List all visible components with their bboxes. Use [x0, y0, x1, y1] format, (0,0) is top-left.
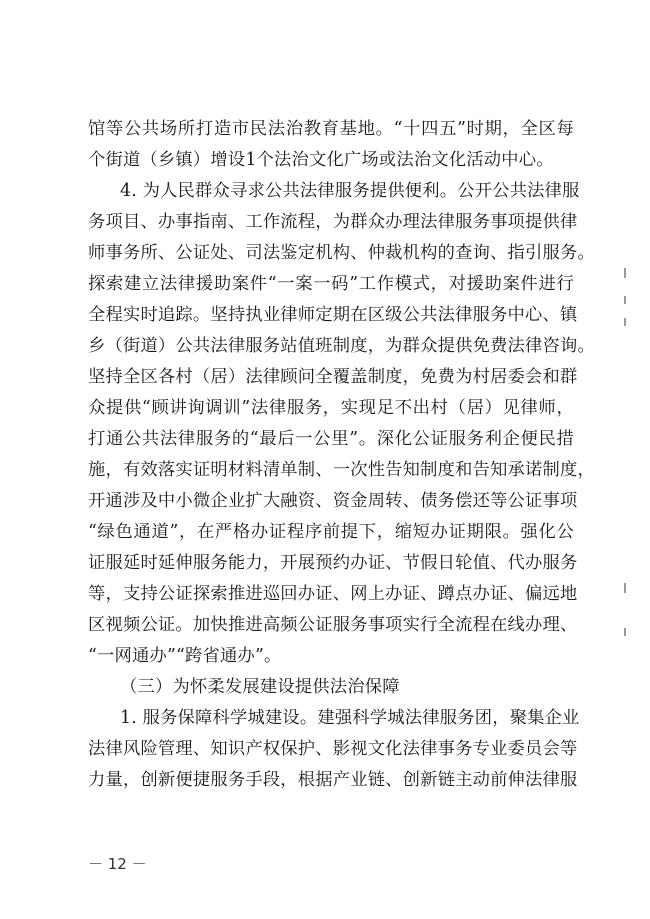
- scan-margin-mark: [624, 318, 626, 326]
- paragraph-start-line: 4. 为人民群众寻求公共法律服务提供便利。公开公共法律服: [120, 181, 580, 201]
- text-line: 探索建立法律援助案件“一案一码”工作模式，对援助案件进行: [88, 274, 574, 294]
- text-line: “一网通办”“跨省通办”。: [88, 646, 282, 666]
- page-number: － 12 －: [88, 855, 147, 873]
- text-line: 个街道（乡镇）增设1个法治文化广场或法治文化活动中心。: [88, 150, 554, 170]
- text-line: 馆等公共场所打造市民法治教育基地。“十四五”时期，全区每: [88, 119, 574, 139]
- paragraph-start-line: 1. 服务保障科学城建设。建强科学城法律服务团，聚集企业: [120, 708, 580, 728]
- text-line: 务项目、办事指南、工作流程，为群众办理法律服务事项提供律: [88, 212, 578, 232]
- text-line: 区视频公证。加快推进高频公证服务事项实行全流程在线办理、: [88, 615, 578, 635]
- text-line: 乡（街道）公共法律服务站值班制度，为群众提供免费法律咨询。: [88, 336, 595, 356]
- section-heading: （三）为怀柔发展建设提供法治保障: [120, 677, 400, 697]
- text-line: 法律风险管理、知识产权保护、影视文化法律事务专业委员会等: [88, 739, 578, 759]
- text-line: “绿色通道”，在严格办证程序前提下，缩短办证期限。强化公: [88, 522, 574, 542]
- text-line: 等，支持公证探索推进巡回办证、网上办证、蹲点办证、偏远地: [88, 584, 578, 604]
- text-line: 师事务所、公证处、司法鉴定机构、仲裁机构的查询、指引服务。: [88, 243, 595, 263]
- scan-margin-mark: [624, 296, 626, 304]
- text-line: 开通涉及中小微企业扩大融资、资金周转、债务偿还等公证事项: [88, 491, 578, 511]
- text-line: 全程实时追踪。坚持执业律师定期在区级公共法律服务中心、镇: [88, 305, 578, 325]
- text-line: 力量，创新便捷服务手段，根据产业链、创新链主动前伸法律服: [88, 770, 578, 790]
- text-line: 坚持全区各村（居）法律顾问全覆盖制度，免费为村居委会和群: [88, 367, 578, 387]
- scan-margin-mark: [624, 583, 626, 593]
- text-line: 打通公共法律服务的“最后一公里”。深化公证服务利企便民措: [88, 429, 574, 449]
- text-line: 众提供“顾讲询调训”法律服务，实现足不出村（居）见律师，: [88, 398, 574, 418]
- text-line: 施，有效落实证明材料清单制、一次性告知制度和告知承诺制度，: [88, 460, 595, 480]
- text-line: 证服延时延伸服务能力，开展预约办证、节假日轮值、代办服务: [88, 553, 578, 573]
- scan-margin-mark: [624, 268, 626, 278]
- scan-margin-mark: [624, 628, 626, 636]
